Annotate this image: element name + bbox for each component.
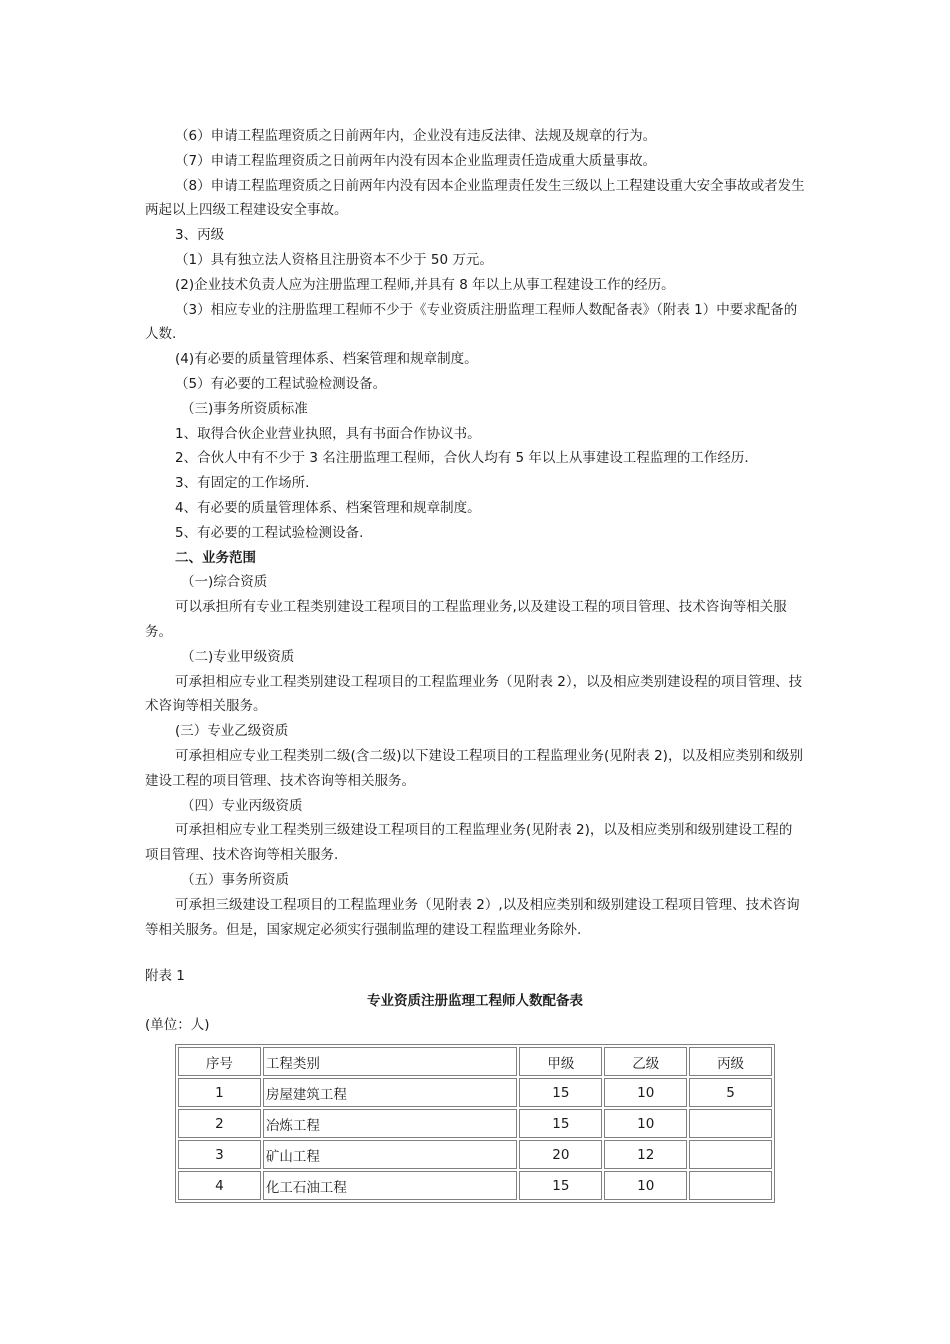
table-title: 专业资质注册监理工程师人数配备表 — [367, 993, 583, 1010]
table-cell: 15 — [519, 1078, 602, 1107]
paragraph: 3、有固定的工作场所. — [175, 475, 310, 492]
table-row — [178, 1078, 772, 1107]
header-cell: 甲级 — [519, 1047, 602, 1076]
table-cell: 15 — [519, 1109, 602, 1138]
paragraph: 2、合伙人中有不少于 3 名注册监理工程师，合伙人均有 5 年以上从事建设工程监理的工作经历. — [175, 450, 749, 467]
section-heading: （三)事务所资质标准 — [181, 400, 308, 417]
table-row — [178, 1171, 772, 1200]
table-cell: 15 — [519, 1171, 602, 1200]
table-cell: 3 — [178, 1140, 261, 1169]
table-cell — [689, 1140, 772, 1169]
section-heading: （一)综合资质 — [181, 574, 268, 591]
paragraph: 4、有必要的质量管理体系、档案管理和规章制度。 — [175, 499, 481, 516]
paragraph: 可以承担所有专业工程类别建设工程项目的工程监理业务,以及建设工程的项目管理、技术咨询等相关服务。 — [145, 599, 787, 640]
paragraph: （1）具有独立法人资格且注册资本不少于 50 万元。 — [175, 251, 493, 268]
table-row — [178, 1109, 772, 1138]
header-cell: 乙级 — [604, 1047, 687, 1076]
table-header-row — [178, 1047, 772, 1076]
table-cell: 4 — [178, 1171, 261, 1200]
section-heading: （二)专业甲级资质 — [181, 648, 295, 665]
paragraph: 5、有必要的工程试验检测设备. — [175, 524, 364, 541]
paragraph: （7）申请工程监理资质之日前两年内没有因本企业监理责任造成重大质量事故。 — [175, 152, 657, 169]
table-cell: 2 — [178, 1109, 261, 1138]
paragraph: （6）申请工程监理资质之日前两年内，企业没有违反法律、法规及规章的行为。 — [175, 128, 657, 144]
table-cell: 化工石油工程 — [263, 1171, 518, 1200]
table-cell: 10 — [604, 1171, 687, 1200]
paragraph: 1、取得合伙企业营业执照，具有书面合作协议书。 — [175, 425, 481, 442]
paragraph: （5）有必要的工程试验检测设备。 — [175, 375, 387, 392]
paragraph: 可承担相应专业工程类别三级建设工程项目的工程监理业务(见附表 2)，以及相应类别和级别建设工程的项目管理、技术咨询等相关服务. — [145, 822, 793, 864]
table-cell: 5 — [689, 1078, 772, 1107]
table-cell: 1 — [178, 1078, 261, 1107]
paragraph: （8）申请工程监理资质之日前两年内没有因本企业监理责任发生三级以上工程建设重大安全事故或者发生两起以上四级工程建设安全事故。 — [145, 177, 805, 219]
header-cell: 工程类别 — [263, 1047, 518, 1076]
table-cell: 10 — [604, 1109, 687, 1138]
table-row — [178, 1140, 772, 1169]
paragraph: (2)企业技术负责人应为注册监理工程师,并具有 8 年以上从事工程建设工作的经历。 — [175, 276, 675, 293]
paragraph: （3）相应专业的注册监理工程师不少于《专业资质注册监理工程师人数配备表》（附表 1）中要求配备的人数. — [145, 301, 798, 343]
table-unit: (单位：人) — [145, 1017, 210, 1034]
header-cell: 序号 — [178, 1047, 261, 1076]
section-title: 二、业务范围 — [175, 549, 256, 566]
table-cell: 12 — [604, 1140, 687, 1169]
table-cell: 20 — [519, 1140, 602, 1169]
table-cell: 10 — [604, 1078, 687, 1107]
table-cell — [689, 1171, 772, 1200]
section-heading: (三）专业乙级资质 — [175, 723, 289, 740]
paragraph: 可承担相应专业工程类别建设工程项目的工程监理业务（见附表 2），以及相应类别建设程的项目管理、技术咨询等相关服务。 — [145, 673, 803, 715]
paragraph: 可承担三级建设工程项目的工程监理业务（见附表 2）,以及相应类别和级别建设工程项目管理、技术咨询等相关服务。但是，国家规定必须实行强制监理的建设工程监理业务除外. — [145, 896, 800, 938]
section-heading: （四）专业丙级资质 — [181, 797, 303, 814]
header-cell: 丙级 — [689, 1047, 772, 1076]
section-heading: （五）事务所资质 — [181, 871, 289, 888]
table-cell: 冶炼工程 — [263, 1109, 518, 1138]
section-heading: 3、丙级 — [175, 227, 225, 244]
table-cell — [689, 1109, 772, 1138]
staffing-table — [175, 1044, 775, 1203]
paragraph: (4)有必要的质量管理体系、档案管理和规章制度。 — [175, 351, 478, 368]
table-cell: 房屋建筑工程 — [263, 1078, 518, 1107]
appendix-label: 附表 1 — [145, 968, 185, 985]
paragraph: 可承担相应专业工程类别二级(含二级)以下建设工程项目的工程监理业务(见附表 2)，以及相应类别和级别建设工程的项目管理、技术咨询等相关服务。 — [145, 747, 803, 789]
document-body — [145, 124, 805, 1038]
table-cell: 矿山工程 — [263, 1140, 518, 1169]
